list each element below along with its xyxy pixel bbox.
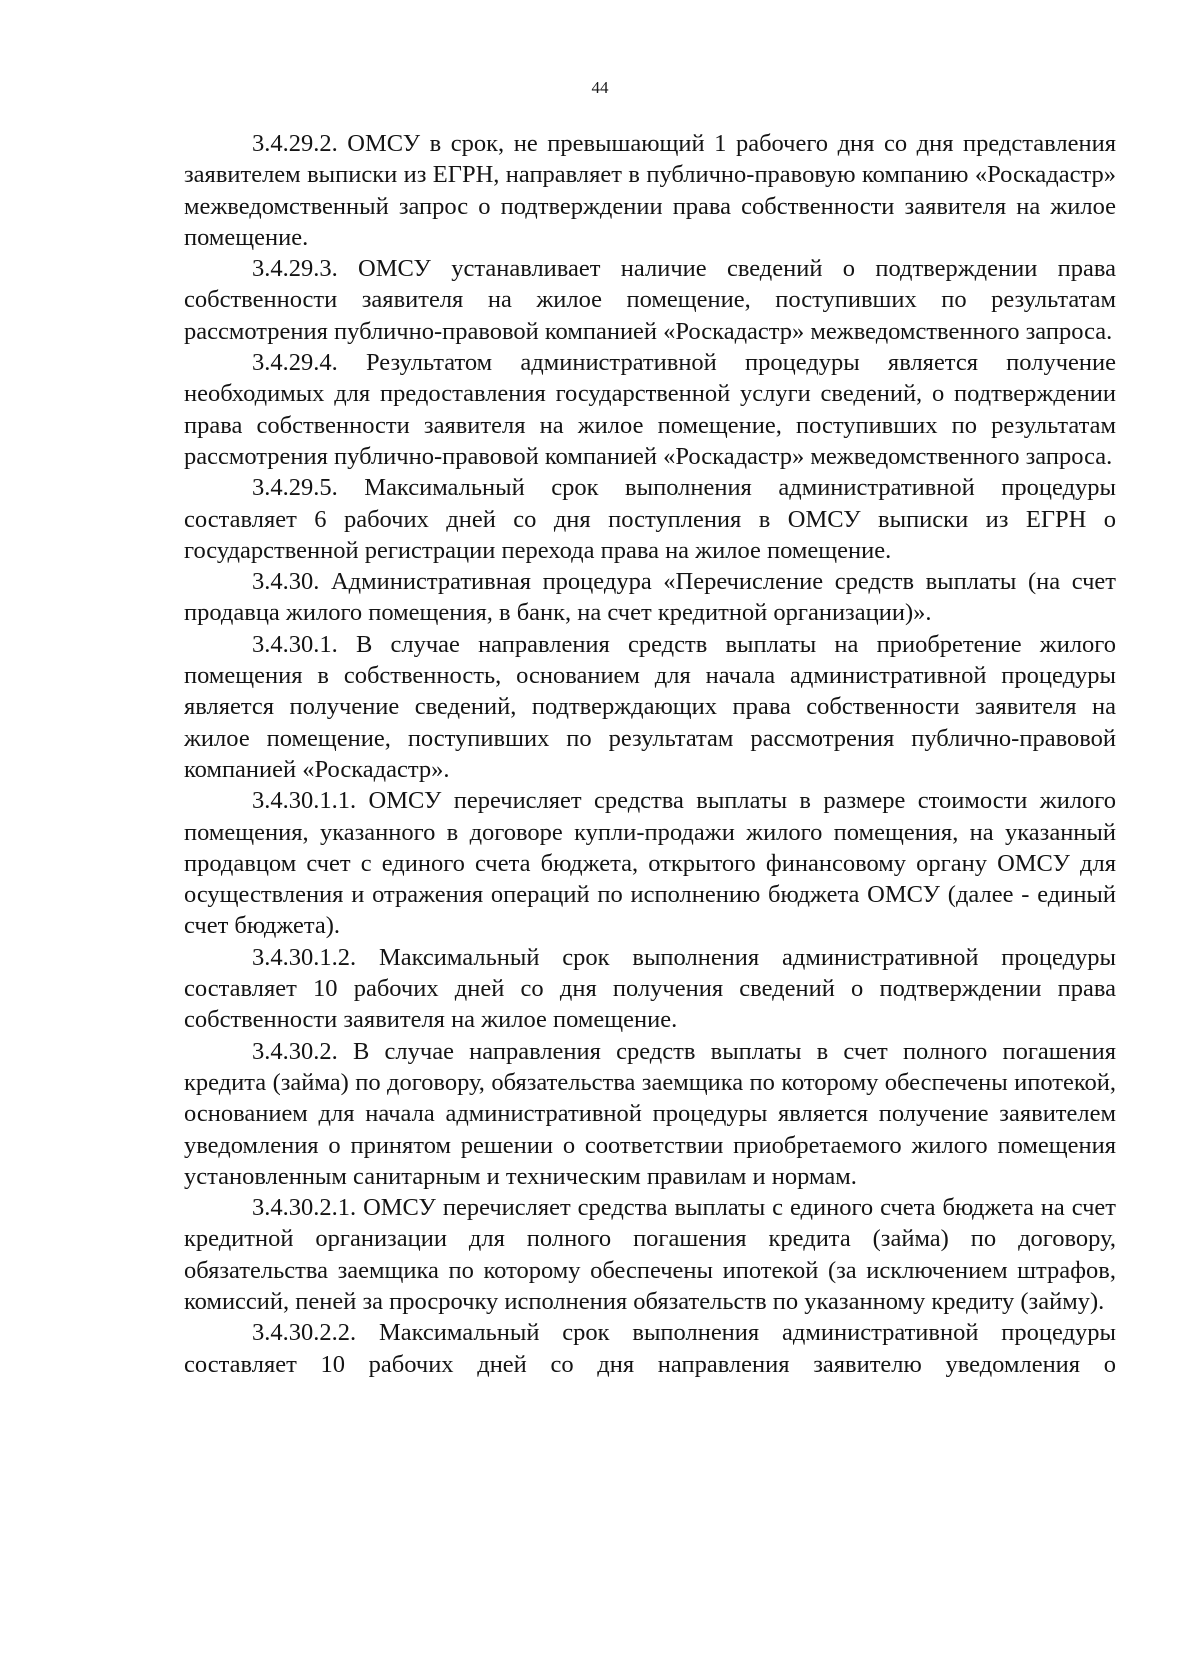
paragraph-3-4-30-1: 3.4.30.1. В случае направления средств выплаты на приобретение жилого помещения в собственность, основанием для начала административной процедуры является получение сведений, подтверждающих права собственности заявителя на жилое помещение, поступивших по результатам рассмотрения публично-правовой компанией «Роскадастр». <box>184 630 1116 783</box>
paragraph-3-4-30-1-2: 3.4.30.1.2. Максимальный срок выполнения административной процедуры составляет 10 рабочих дней со дня получения сведений о подтверждении права собственности заявителя на жилое помещение. <box>184 943 1116 1034</box>
paragraph-3-4-29-2: 3.4.29.2. ОМСУ в срок, не превышающий 1 рабочего дня со дня представления заявителем выписки из ЕГРН, направляет в публично-правовую компанию «Роскадастр» межведомственный запрос о подтверждении права собственности заявителя на жилое помещение. <box>184 130 1116 251</box>
paragraph-3-4-29-3: 3.4.29.3. ОМСУ устанавливает наличие сведений о подтверждении права собственности заявителя на жилое помещение, поступивших по результатам рассмотрения публично-правовой компанией «Роскадастр» межведомственного запроса. <box>184 255 1116 345</box>
paragraph-3-4-30-1-1: 3.4.30.1.1. ОМСУ перечисляет средства выплаты в размере стоимости жилого помещения, указанного в договоре купли-продажи жилого помещения, на указанный продавцом счет с единого счета бюджета, открытого финансовому органу ОМСУ для осуществления и отражения операций по исполнению бюджета ОМСУ (далее - единый счет бюджета). <box>184 787 1116 940</box>
paragraph-3-4-30-2-1: 3.4.30.2.1. ОМСУ перечисляет средства выплаты с единого счета бюджета на счет кредитной организации для полного погашения кредита (займа) по договору, обязательства заемщика по которому обеспечены ипотекой (за исключением штрафов, комиссий, пеней за просрочку исполнения обязательств по указанному кредиту (займу). <box>184 1194 1116 1315</box>
paragraph-3-4-29-5: 3.4.29.5. Максимальный срок выполнения административной процедуры составляет 6 рабочих дней со дня поступления в ОМСУ выписки из ЕГРН о государственной регистрации перехода права на жилое помещение. <box>184 474 1116 564</box>
paragraph-3-4-30-2-2: 3.4.30.2.2. Максимальный срок выполнения административной процедуры составляет 10 рабочих дней со дня направления заявителю уведомления о <box>184 1319 1116 1378</box>
page-number: 44 <box>591 78 609 97</box>
document-body <box>184 128 1116 1380</box>
paragraph-3-4-29-4: 3.4.29.4. Результатом административной процедуры является получение необходимых для предоставления государственной услуги сведений, о подтверждении права собственности заявителя на жилое помещение, поступивших по результатам рассмотрения публично-правовой компанией «Роскадастр» межведомственного запроса. <box>184 349 1116 470</box>
paragraph-3-4-30: 3.4.30. Административная процедура «Перечисление средств выплаты (на счет продавца жилого помещения, в банк, на счет кредитной организации)». <box>184 568 1116 627</box>
paragraph-3-4-30-2: 3.4.30.2. В случае направления средств выплаты в счет полного погашения кредита (займа) по договору, обязательства заемщика по которому обеспечены ипотекой, основанием для начала административной процедуры является получение заявителем уведомления о принятом решении о соответствии приобретаемого жилого помещения установленным санитарным и техническим правилам и нормам. <box>184 1037 1116 1190</box>
